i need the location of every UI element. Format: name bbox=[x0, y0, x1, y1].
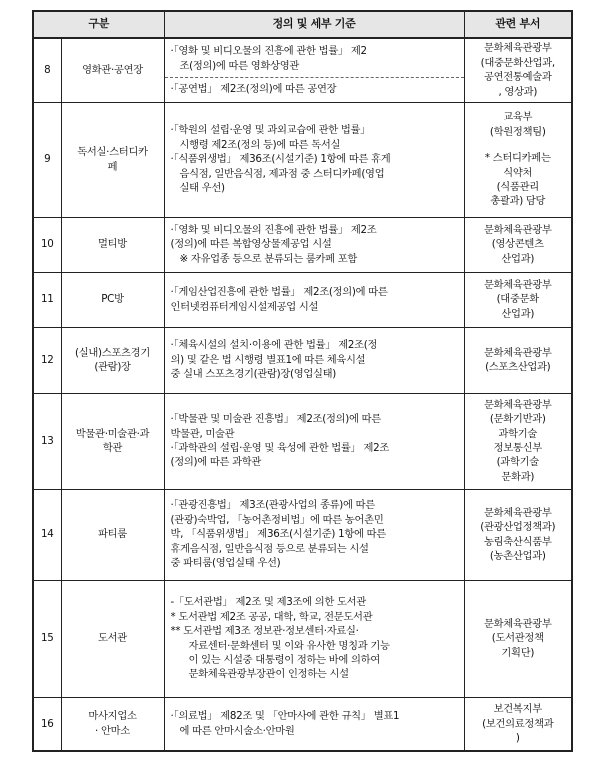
header-category: 구분 bbox=[33, 11, 164, 38]
table-row bbox=[33, 489, 572, 580]
table-row bbox=[33, 272, 572, 327]
row-category: 멀티방 bbox=[61, 217, 164, 272]
row-definition: ·「관광진흥법」 제3조(관광사업의 종류)에 따른 (관광)숙박업, 「농어촌정비법」에 따른 농어촌민 박, 「식품위생법」 제36조(시설기준) 1항에 따른 휴게음식점, 일반음식점 등으로 분류되는 시설 중 파티룸(영업실태 우선) bbox=[164, 489, 464, 580]
row-number: 14 bbox=[33, 489, 61, 580]
row-number: 8 bbox=[33, 38, 61, 102]
row-category: 독서실·스터디카 페 bbox=[61, 102, 164, 217]
facility-table bbox=[32, 10, 573, 752]
row-number: 16 bbox=[33, 697, 61, 751]
row-department: 보건복지부 (보건의료정책과 ) bbox=[464, 697, 572, 751]
table-row bbox=[33, 580, 572, 697]
row-department: 문화체육관광부 (관광산업정책과) 농림축산식품부 (농촌산업과) bbox=[464, 489, 572, 580]
row-category: PC방 bbox=[61, 272, 164, 327]
row-category: 파티룸 bbox=[61, 489, 164, 580]
row-number: 10 bbox=[33, 217, 61, 272]
table-row bbox=[33, 327, 572, 393]
row-number: 12 bbox=[33, 327, 61, 393]
row-category: 박물관·미술관·과 학관 bbox=[61, 393, 164, 489]
row-definition: ·「의료법」 제82조 및 「안마사에 관한 규칙」 별표1 에 따른 안마시술소·안마원 bbox=[164, 697, 464, 751]
row-department: 문화체육관광부 (영상콘텐츠 산업과) bbox=[464, 217, 572, 272]
row-definition: ·「영화 및 비디오물의 진흥에 관한 법률」 제2조 (정의)에 따른 복합영상물제공업 시설 ※ 자유업종 등으로 분류되는 룸카페 포함 bbox=[164, 217, 464, 272]
header-definition: 정의 및 세부 기준 bbox=[164, 11, 464, 38]
row-department: 문화체육관광부 (스포츠산업과) bbox=[464, 327, 572, 393]
row-definition: -「도서관법」 제2조 및 제3조에 의한 도서관 * 도서관법 제2조 공공, 대학, 학교, 전문도서관 ** 도서관법 제3조 정보관·정보센터·자료실· 자료센터·문화센터 및 이와 유사한 명칭과 기능 이 있는 시설중 대통령이 정하는 바에 의하여 문화체육관광부장관이 인정하는 시설 bbox=[164, 580, 464, 697]
row-category: 마사지업소 · 안마소 bbox=[61, 697, 164, 751]
table-header-row bbox=[33, 11, 572, 38]
row-department: 문화체육관광부 (대중문화산업과, 공연전통예술과 , 영상과) bbox=[464, 38, 572, 102]
table-row bbox=[33, 697, 572, 751]
row-department: 문화체육관광부 (대중문화 산업과) bbox=[464, 272, 572, 327]
table-row bbox=[33, 393, 572, 489]
row-category: 영화관·공연장 bbox=[61, 38, 164, 102]
row-definition: ·「박물관 및 미술관 진흥법」 제2조(정의)에 따른 박물관, 미술관 ·「과학관의 설립·운영 및 육성에 관한 법률」 제2조 (정의)에 따른 과학관 bbox=[164, 393, 464, 489]
row-number: 15 bbox=[33, 580, 61, 697]
row-number: 9 bbox=[33, 102, 61, 217]
row-definition: ·「체육시설의 설치·이용에 관한 법률」 제2조(정 의) 및 같은 법 시행령 별표1에 따른 체육시설 중 실내 스포츠경기(관람)장(영업실태) bbox=[164, 327, 464, 393]
dashed-divider bbox=[165, 77, 464, 78]
row-department: 문화체육관광부 (도서관정책 기획단) bbox=[464, 580, 572, 697]
row-category: 도서관 bbox=[61, 580, 164, 697]
facility-table-container bbox=[32, 10, 571, 752]
header-department: 관련 부서 bbox=[464, 11, 572, 38]
row-definition: ·「게임산업진흥에 관한 법률」 제2조(정의)에 따른 인터넷컴퓨터게임시설제공업 시설 bbox=[164, 272, 464, 327]
row-category: (실내)스포츠경기 (관람)장 bbox=[61, 327, 164, 393]
row-definition: ·「영화 및 비디오물의 진흥에 관한 법률」 제2 조(정의)에 따른 영화상영관 ·「공연법」 제2조(정의)에 따른 공연장 bbox=[164, 38, 464, 102]
table-row bbox=[33, 217, 572, 272]
row-department: 문화체육관광부 (문화기반과) 과학기술 정보통신부 (과학기술 문화과) bbox=[464, 393, 572, 489]
table-row bbox=[33, 38, 572, 102]
table-row bbox=[33, 102, 572, 217]
row-department: 교육부 (학원정책팀) * 스터디카페는 식약처 (식품관리 총괄과) 담당 bbox=[464, 102, 572, 217]
row-definition: ·「학원의 설립·운영 및 과외교습에 관한 법률」 시행령 제2조(정의 등)에 따른 독서실 ·「식품위생법」 제36조(시설기준) 1항에 따른 휴게 음식점, 일반음식점, 제과점 중 스터디카페(영업 실태 우선) bbox=[164, 102, 464, 217]
row-number: 11 bbox=[33, 272, 61, 327]
row-number: 13 bbox=[33, 393, 61, 489]
